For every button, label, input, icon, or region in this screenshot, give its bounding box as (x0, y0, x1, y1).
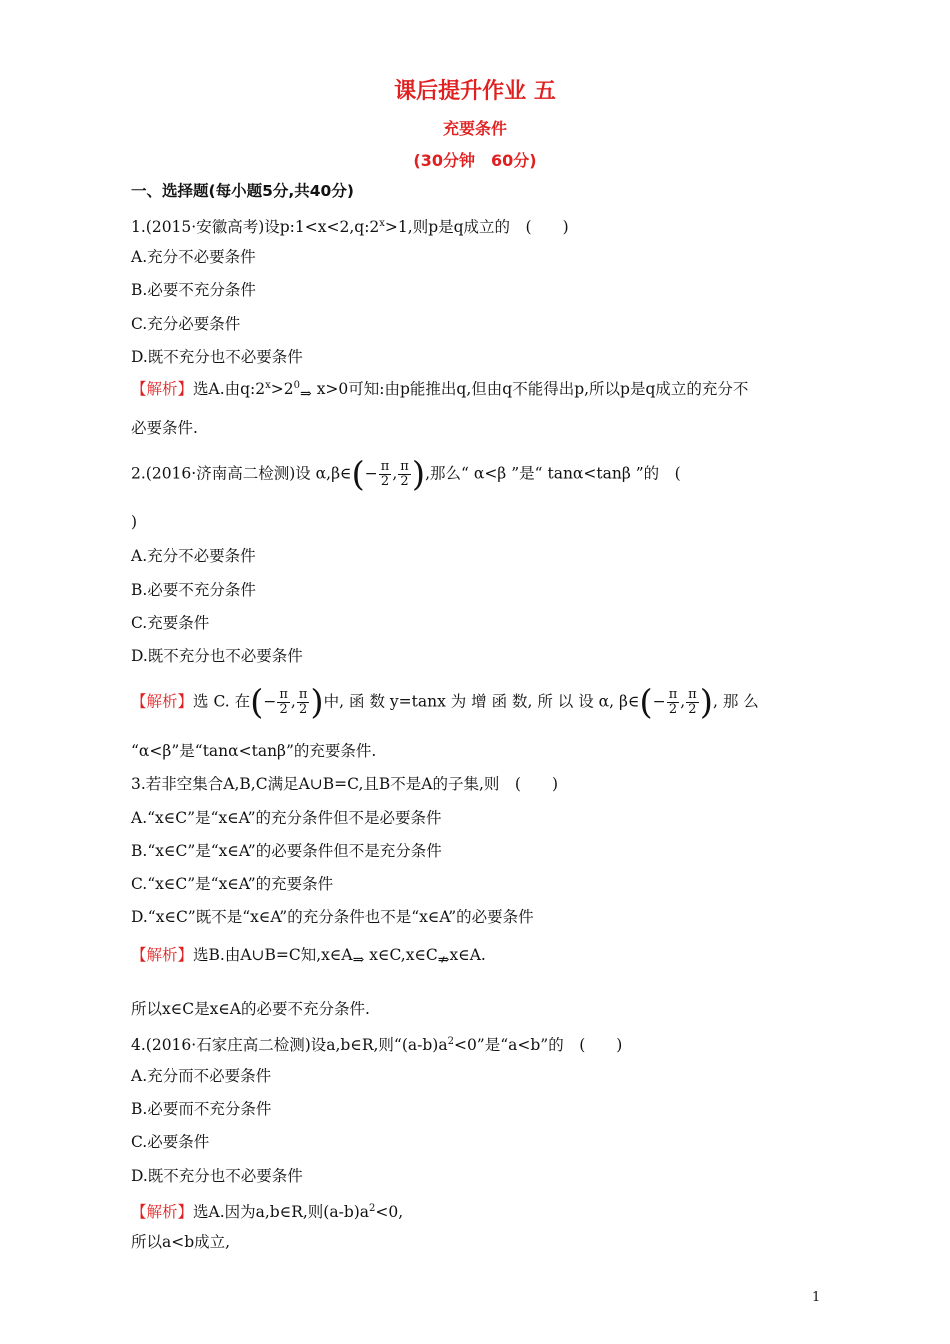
q1-answer-line2: 必要条件. (131, 419, 198, 437)
answer-tag: 【解析】 (131, 380, 194, 399)
minus-sign: − (364, 464, 378, 483)
fraction-denominator: 2 (688, 702, 697, 717)
q3-option-c: C.“x∈C”是“x∈A”的充要条件 (131, 875, 334, 893)
q2-option-b: B.必要不充分条件 (131, 581, 256, 599)
fraction (686, 688, 699, 717)
q2-answer-text-3: , 那 么 (712, 692, 759, 711)
answer-tag: 【解析】 (131, 692, 194, 711)
q2-option-d: D.既不充分也不必要条件 (131, 647, 303, 665)
section-heading: 一、选择题(每小题5分,共40分) (131, 182, 354, 200)
answer-tag: 【解析】 (131, 946, 194, 964)
q2-stem-line2: ) (131, 513, 138, 531)
q2-answer-line2: “α<β”是“tanα<tanβ”的充要条件. (131, 742, 377, 760)
q4-stem-sup: 2 (447, 1036, 454, 1047)
q1-stem-sup: x (379, 218, 385, 229)
implies-arrow-icon: ⇒ (352, 952, 365, 968)
q4-answer-sup: 2 (369, 1203, 376, 1214)
q2-option-c: C.充要条件 (131, 614, 210, 632)
q4-stem-text-2: <0”是“a<b”的 ( ) (453, 1036, 623, 1055)
fraction-denominator: 2 (400, 474, 409, 489)
fraction-denominator: 2 (298, 702, 308, 717)
time-limit: (30分钟 60分) (413, 151, 537, 170)
q1-stem (131, 214, 569, 237)
answer-tag: 【解析】 (131, 1203, 194, 1222)
q1-stem-text-2: >1,则p是q成立的 ( ) (384, 218, 569, 237)
left-paren-icon: ( (639, 682, 653, 723)
right-paren-icon: ) (411, 454, 426, 495)
q3-answer-line2: 所以x∈C是x∈A的必要不充分条件. (131, 1000, 370, 1018)
q1-option-d: D.既不充分也不必要条件 (131, 348, 303, 366)
fraction (379, 460, 392, 489)
q4-answer-text-2: <0, (375, 1203, 404, 1222)
q3-option-d: D.“x∈C”既不是“x∈A”的充分条件也不是“x∈A”的必要条件 (131, 908, 534, 926)
q1-answer (131, 376, 748, 404)
fraction-numerator: π (688, 687, 697, 702)
fraction-numerator: π (298, 687, 308, 702)
page-number: 1 (812, 1290, 821, 1305)
left-paren-icon: ( (250, 682, 264, 723)
q3-stem: 3.若非空集合A,B,C满足A∪B=C,且B不是A的子集,则 ( ) (131, 775, 558, 793)
minus-sign: − (263, 692, 277, 711)
q1-answer-sup-2: 0 (293, 380, 301, 391)
q3-option-b: B.“x∈C”是“x∈A”的必要条件但不是充分条件 (131, 842, 442, 860)
q1-option-b: B.必要不充分条件 (131, 281, 256, 299)
fraction (297, 688, 310, 717)
minus-sign: − (652, 692, 666, 711)
q1-answer-text-2: >2 (270, 380, 294, 399)
fraction-numerator: π (279, 687, 288, 702)
q4-stem-text: 4.(2016·石家庄高二检测)设a,b∈R,则“(a-b)a (131, 1036, 448, 1055)
fraction-numerator: π (380, 459, 390, 474)
fraction (667, 688, 680, 717)
comma: , (392, 464, 398, 483)
fraction-numerator: π (400, 459, 409, 474)
comma: , (680, 692, 686, 711)
q4-option-c: C.必要条件 (131, 1133, 210, 1151)
q3-answer-text-2: x∈C,x∈C (364, 946, 438, 964)
fraction (398, 460, 411, 489)
q1-answer-text: 选A.由q:2 (193, 380, 266, 399)
q1-option-c: C.充分必要条件 (131, 315, 241, 333)
q1-answer-text-3: x>0可知:由p能推出q,但由q不能得出p,所以p是q成立的充分不 (311, 380, 749, 399)
right-paren-icon: ) (699, 682, 713, 723)
q2-stem (131, 454, 681, 495)
q4-option-b: B.必要而不充分条件 (131, 1100, 272, 1118)
q3-answer-text: 选B.由A∪B=C知,x∈A (193, 946, 353, 964)
fraction-denominator: 2 (279, 702, 288, 717)
q2-answer (131, 682, 759, 723)
q2-stem-text-2: ,那么“ α<β ”是“ tanα<tanβ ”的 ( (425, 464, 681, 483)
page-subtitle: 充要条件 (442, 119, 507, 138)
implies-arrow-icon: ⇒ (300, 386, 312, 403)
page-title: 课后提升作业 五 (394, 79, 556, 104)
fraction-numerator: π (668, 687, 678, 702)
right-paren-icon: ) (310, 682, 324, 723)
fraction-denominator: 2 (668, 702, 678, 717)
q3-answer-text-3: x∈A. (449, 946, 486, 964)
q1-option-a: A.充分不必要条件 (131, 248, 256, 266)
fraction (277, 688, 290, 717)
q3-option-a: A.“x∈C”是“x∈A”的充分条件但不是必要条件 (131, 809, 442, 827)
q4-stem (131, 1032, 622, 1055)
q2-stem-text: 2.(2016·济南高二检测)设 α,β∈ (131, 464, 352, 483)
q2-option-a: A.充分不必要条件 (131, 547, 256, 565)
q4-answer (131, 1199, 403, 1222)
q1-stem-text: 1.(2015·安徽高考)设p:1<x<2,q:2 (131, 218, 380, 237)
q1-answer-sup: x (265, 380, 271, 391)
q4-answer-text: 选A.因为a,b∈R,则(a-b)a (193, 1203, 370, 1222)
left-paren-icon: ( (351, 454, 365, 495)
q2-answer-text: 选 C. 在 (193, 692, 251, 711)
fraction-denominator: 2 (380, 474, 390, 489)
comma: , (290, 692, 296, 711)
q2-answer-text-2: 中, 函 数 y=tanx 为 增 函 数, 所 以 设 α, β∈ (323, 692, 640, 711)
q4-option-d: D.既不充分也不必要条件 (131, 1167, 303, 1185)
q3-answer (131, 945, 486, 970)
q4-answer-line2: 所以a<b成立, (131, 1233, 231, 1251)
not-implies-arrow-icon: ⇏ (437, 952, 450, 968)
q4-option-a: A.充分而不必要条件 (131, 1067, 272, 1085)
